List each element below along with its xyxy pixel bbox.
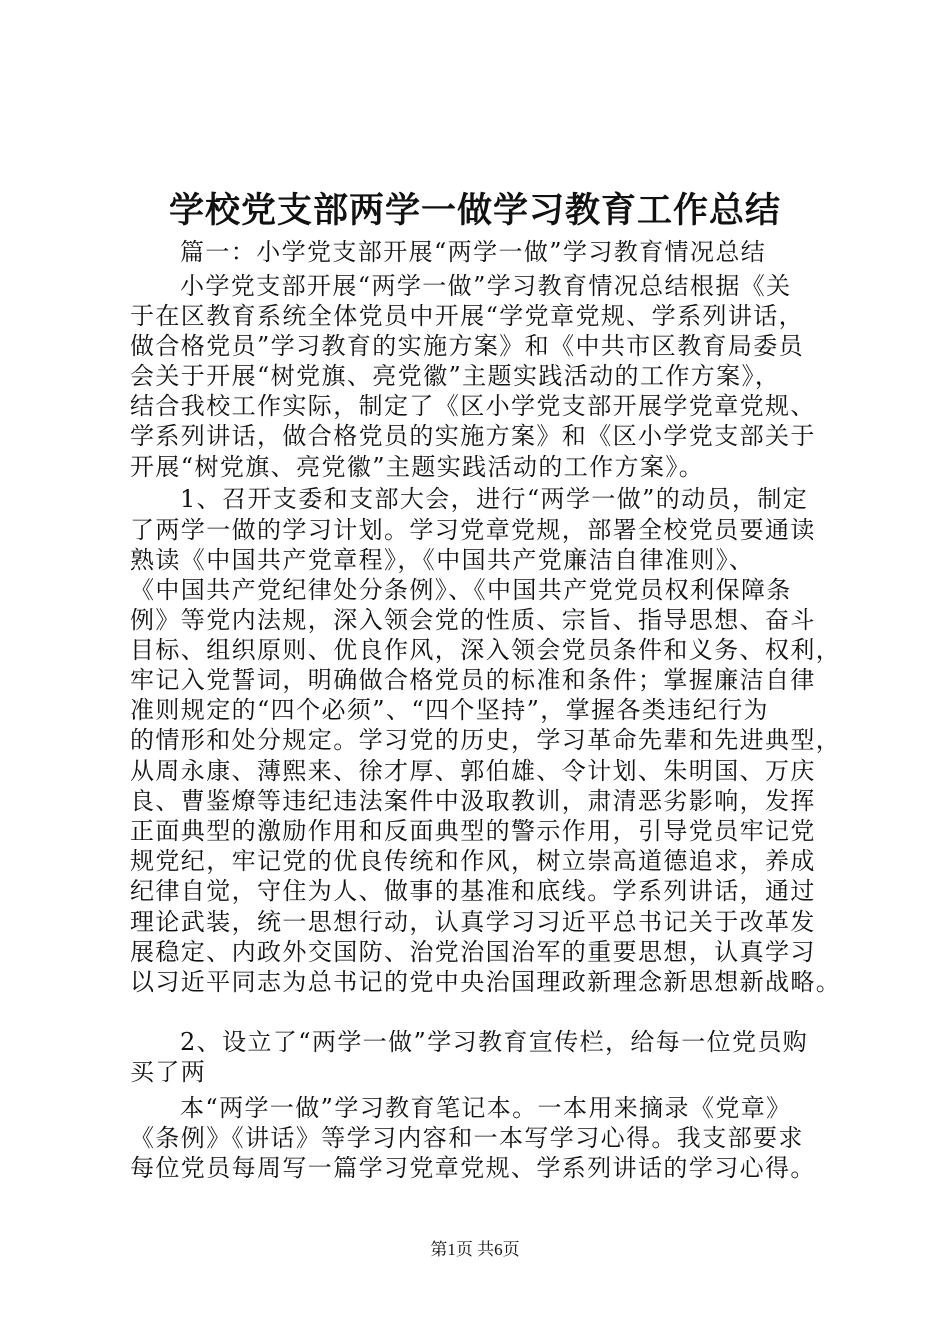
text-line: 目标、组织原则、优良作风，深入领会党员条件和义务、权利， [130,636,842,664]
text-line: 会关于开展“树党旗、亮党徽”主题实践活动的工作方案》， [130,362,781,390]
text-line: 做合格党员”学习教育的实施方案》和《中共市区教育局委员 [130,332,805,360]
text-line: 熟读《中国共产党章程》，《中国共产党廉洁自律准则》、 [130,546,755,574]
text-line: 学系列讲话，做合格党员的实施方案》和《区小学党支部关于 [130,422,816,450]
text-line: 从周永康、薄熙来、徐才厚、郭伯雄、令计划、朱明国、万庆 [130,757,816,785]
text-line: 良、曹鉴燎等违纪违法案件中汲取教训，肃清恶劣影响，发挥 [130,787,816,815]
text-line: 的情形和处分规定。学习党的历史，学习革命先辈和先进典型， [130,726,842,754]
document-title: 学校党支部两学一做学习教育工作总结 [168,191,781,231]
text-line: 每位党员每周写一篇学习党章党规、学系列讲话的学习心得。 [130,1154,816,1182]
text-line: 1、召开支委和支部大会，进行“两学一做”的动员，制定 [180,485,809,513]
text-line: 展稳定、内政外交国防、治党治国治军的重要思想，认真学习 [130,938,816,966]
text-line: 例》等党内法规，深入领会党的性质、宗旨、指导思想、奋斗 [130,606,816,634]
text-line: 开展“树党旗、亮党徽”主题实践活动的工作方案》。 [130,453,705,481]
text-line: 以习近平同志为总书记的党中央治国理政新理念新思想新战略。 [130,968,842,996]
text-line: 于在区教育系统全体党员中开展“学党章党规、学系列讲话， [130,302,805,330]
text-line: 本“两学一做”学习教育笔记本。一本用来摘录《党章》 [180,1094,792,1122]
text-line: 《条例》《讲话》等学习内容和一本写学习心得。我支部要求 [130,1124,804,1152]
text-line: 2、设立了“两学一做”学习教育宣传栏，给每一位党员购 [180,1028,809,1056]
document-subtitle: 篇一：小学党支部开展“两学一做”学习教育情况总结 [180,238,767,266]
text-line: 纪律自觉，守住为人、做事的基准和底线。学系列讲话，通过 [130,877,816,905]
text-line: 了两学一做的学习计划。学习党章党规，部署全校党员要通读 [130,516,816,544]
text-line: 正面典型的激励作用和反面典型的警示作用，引导党员牢记党 [130,817,816,845]
text-line: 《中国共产党纪律处分条例》、《中国共产党党员权利保障条 [130,576,792,604]
text-line: 牢记入党誓词，明确做合格党员的标准和条件；掌握廉洁自律 [130,666,816,694]
text-line: 小学党支部开展“两学一做”学习教育情况总结根据《关 [180,272,792,300]
text-line: 理论武装，统一思想行动，认真学习习近平总书记关于改革发 [130,908,816,936]
text-line: 准则规定的“四个必须”、“四个坚持”，掌握各类违纪行为 [130,696,769,724]
text-line: 规党纪，牢记党的优良传统和作风，树立崇高道德追求，养成 [130,847,816,875]
text-line: 结合我校工作实际，制定了《区小学党支部开展学党章党规、 [130,392,816,420]
page-number: 第1页 共6页 [430,1240,520,1259]
text-line: 买了两 [130,1058,207,1086]
